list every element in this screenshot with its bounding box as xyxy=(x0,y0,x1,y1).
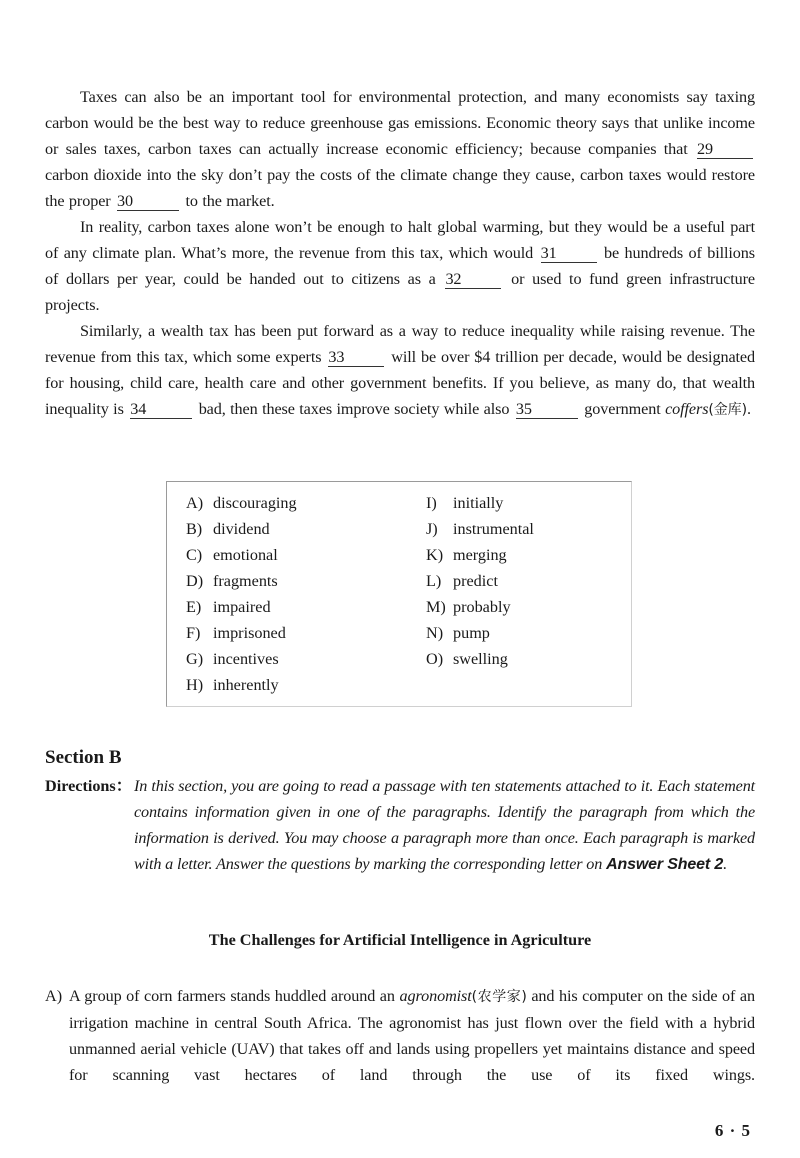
directions-label: Directions： xyxy=(45,777,132,795)
option-word: pump xyxy=(453,624,490,642)
option-word: predict xyxy=(453,572,498,590)
option-letter: L) xyxy=(426,572,442,590)
text-segment: bad, then these taxes improve society while also xyxy=(198,400,510,418)
option-letter: D) xyxy=(186,572,204,590)
word-option-i xyxy=(426,491,534,517)
article-title: The Challenges for Artificial Intelligence in Agriculture xyxy=(208,931,592,949)
answer-sheet-reference: Answer Sheet 2 xyxy=(606,856,724,873)
text-segment: In reality, carbon taxes alone won’t be enough to halt global warming, but they would be a useful part of any climate plan. What’s more, the revenue from this tax, which would xyxy=(45,218,755,262)
option-word: incentives xyxy=(213,650,279,668)
option-word: emotional xyxy=(213,546,278,564)
text-segment: or used to fund green infrastructure projects. xyxy=(45,270,755,314)
word-option-j xyxy=(426,517,534,543)
paragraph-body xyxy=(69,983,755,1088)
word-bank-left-column xyxy=(186,491,297,699)
word-option-g xyxy=(186,647,297,673)
text-segment: be hundreds of billions of dollars per year, could be handed out to citizens as a xyxy=(45,244,755,288)
option-word: merging xyxy=(453,546,507,564)
option-letter: B) xyxy=(186,520,203,538)
chinese-gloss: (金库) xyxy=(708,402,747,418)
option-letter: C) xyxy=(186,546,203,564)
page-number: 6 · 5 xyxy=(714,1121,751,1140)
word-option-m xyxy=(426,595,534,621)
option-letter: A) xyxy=(186,494,204,512)
directions-block xyxy=(45,773,755,878)
paragraph-3 xyxy=(45,318,755,423)
text-segment: will be over $4 trillion per decade, would be designated for housing, child care, health care and other government benefits. If you believe, as many do, that wealth inequality is xyxy=(45,348,756,418)
paragraph-1 xyxy=(45,84,755,214)
option-word: instrumental xyxy=(453,520,534,538)
paragraph-letter: A) xyxy=(45,987,63,1005)
word-option-o xyxy=(426,647,534,673)
paragraph-2 xyxy=(45,214,755,318)
word-bank-box xyxy=(166,481,632,707)
blank-35: 35 xyxy=(516,401,578,419)
option-word: initially xyxy=(453,494,504,512)
option-word: dividend xyxy=(213,520,270,538)
option-word: inherently xyxy=(213,676,279,694)
directions-body-text: In this section, you are going to read a passage with ten statements attached to it. Each statement contains information given in one of the paragraphs. Identify the paragraph from which the information is derived. You may choose a paragraph more than once. Each paragraph is marked with a letter. Answer the questions by marking the corresponding letter on xyxy=(134,777,755,873)
option-word: fragments xyxy=(213,572,278,590)
word-option-a xyxy=(186,491,297,517)
italic-term-agronomist: agronomist xyxy=(399,987,472,1005)
word-option-b xyxy=(186,517,297,543)
option-letter: M) xyxy=(426,598,446,616)
word-option-f xyxy=(186,621,297,647)
directions-period: . xyxy=(723,855,728,873)
option-letter: H) xyxy=(186,676,204,694)
word-option-c xyxy=(186,543,297,569)
option-letter: O) xyxy=(426,650,444,668)
option-word: discouraging xyxy=(213,494,297,512)
directions-text xyxy=(134,773,755,878)
blank-32: 32 xyxy=(445,271,501,289)
text-segment: carbon dioxide into the sky don’t pay the costs of the climate change they cause, carbon taxes would restore the proper xyxy=(45,166,755,210)
option-letter: I) xyxy=(426,494,437,512)
option-letter: G) xyxy=(186,650,204,668)
text-segment: government xyxy=(584,400,661,418)
blank-31: 31 xyxy=(541,245,597,263)
word-option-e xyxy=(186,595,297,621)
blank-30: 30 xyxy=(117,193,179,211)
text-segment: Taxes can also be an important tool for environmental protection, and many economists say taxing carbon would be the best way to reduce greenhouse gas emissions. Economic theory says that unlike income or sales taxes, carbon taxes can actually increase economic efficiency; because companies that xyxy=(45,88,755,158)
option-word: swelling xyxy=(453,650,508,668)
chinese-gloss: (农学家) xyxy=(471,989,527,1005)
text-segment: to the market. xyxy=(185,192,275,210)
text-segment: Similarly, a wealth tax has been put forward as a way to reduce inequality while raising revenue. The revenue from this tax, which some experts xyxy=(45,322,755,366)
option-letter: N) xyxy=(426,624,444,642)
word-bank-right-column xyxy=(426,491,534,673)
option-word: probably xyxy=(453,598,511,616)
blank-29: 29 xyxy=(697,141,753,159)
text-segment: A group of corn farmers stands huddled around an xyxy=(69,987,395,1005)
word-option-k xyxy=(426,543,534,569)
blank-34: 34 xyxy=(130,401,192,419)
section-b-heading: Section B xyxy=(45,747,122,768)
text-segment: . xyxy=(746,400,751,418)
word-option-l xyxy=(426,569,534,595)
text-segment: and his computer on the side of an irrigation machine in central South Africa. The agronomist has just flown over the field with a hybrid unmanned aerial vehicle (UAV) that takes off and lands using propellers yet maintains distance and speed for scanning vast hectares of land through the use of its fixed wings. xyxy=(69,987,756,1084)
option-letter: K) xyxy=(426,546,444,564)
option-letter: E) xyxy=(186,598,202,616)
italic-term-coffers: coffers xyxy=(665,400,709,418)
article-paragraph-a xyxy=(45,983,755,1088)
option-letter: J) xyxy=(426,520,438,538)
option-word: impaired xyxy=(213,598,271,616)
word-option-n xyxy=(426,621,534,647)
section-a-passage xyxy=(45,84,755,423)
option-word: imprisoned xyxy=(213,624,286,642)
blank-33: 33 xyxy=(328,349,384,367)
word-option-h xyxy=(186,673,297,699)
option-letter: F) xyxy=(186,624,201,642)
word-option-d xyxy=(186,569,297,595)
